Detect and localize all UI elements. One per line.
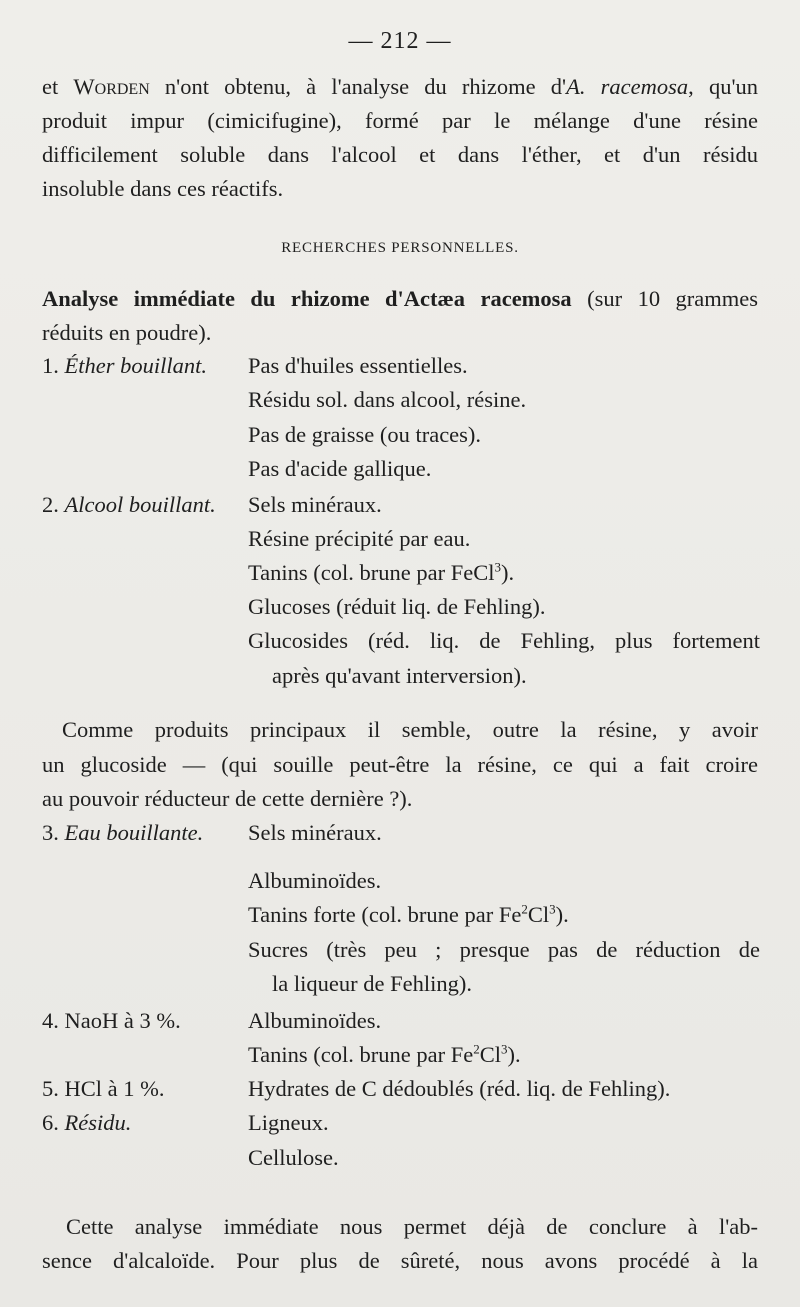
step-5-label: 5. HCl à 1 %. xyxy=(42,1076,165,1101)
comment-line-3: au pouvoir réducteur de cette dernière ?). xyxy=(42,786,413,811)
step-6-item: Ligneux. xyxy=(248,1110,329,1135)
step-3-item-cont: la liqueur de Fehling). xyxy=(272,971,472,996)
step-1-item: Pas d'acide gallique. xyxy=(248,456,432,481)
intro-line-2: produit impur (cimicifugine), formé par le mélange d'une résine xyxy=(42,108,758,133)
step-3-item: Albuminoïdes. xyxy=(248,868,382,893)
step-6-item: Cellulose. xyxy=(248,1145,339,1170)
step-2-item-cont: après qu'avant interversion). xyxy=(272,663,527,688)
step-3-label: 3. Eau bouillante. xyxy=(42,820,204,845)
step-3-item: Sucres (très peu ; presque pas de réduction de xyxy=(248,937,760,962)
step-4-item: Tanins (col. brune par Fe$^2$Cl$^3$). xyxy=(248,1041,521,1067)
page-number: — 212 — xyxy=(348,28,452,54)
step-4-item: Albuminoïdes. xyxy=(248,1008,382,1033)
analysis-title-line-2: réduits en poudre). xyxy=(42,320,212,345)
comment-line-2: un glucoside — (qui souille peut-être la résine, ce qui a fait croire xyxy=(42,752,758,777)
conclusion-line-1: Cette analyse immédiate nous permet déjà de conclure à l'ab- xyxy=(66,1214,758,1239)
conclusion-line-2: sence d'alcaloïde. Pour plus de sûreté, nous avons procédé à la xyxy=(42,1248,758,1273)
species-name: A. racemosa xyxy=(566,74,689,99)
analysis-title: Analyse immédiate du rhizome d'Actæa racemosa (sur 10 grammes xyxy=(42,286,759,311)
author-name: Worden xyxy=(73,74,150,99)
step-5-item: Hydrates de C dédoublés (réd. liq. de Fehling). xyxy=(248,1076,671,1101)
step-3-item: Tanins forte (col. brune par Fe$^2$Cl$^3$). xyxy=(248,901,569,927)
step-2-item: Tanins (col. brune par FeCl$^3$). xyxy=(248,559,515,585)
intro-line-1: et Worden n'ont obtenu, à l'analyse du rhizome d'A. racemosa, qu'un xyxy=(42,74,758,99)
comment-line-1: Comme produits principaux il semble, outre la résine, y avoir xyxy=(62,717,758,742)
step-1-item: Pas de graisse (ou traces). xyxy=(248,422,482,447)
step-3-item: Sels minéraux. xyxy=(248,820,382,845)
step-2-item: Glucosides (réd. liq. de Fehling, plus fortement xyxy=(248,628,760,653)
intro-line-4: insoluble dans ces réactifs. xyxy=(42,176,284,201)
step-2-item: Sels minéraux. xyxy=(248,492,382,517)
step-1-item: Pas d'huiles essentielles. xyxy=(248,353,468,378)
step-1-item: Résidu sol. dans alcool, résine. xyxy=(248,387,527,412)
step-4-label: 4. NaoH à 3 %. xyxy=(42,1008,181,1033)
step-6-label: 6. Résidu. xyxy=(42,1110,132,1135)
step-2-item: Résine précipité par eau. xyxy=(248,526,471,551)
section-heading: RECHERCHES PERSONNELLES. xyxy=(281,240,519,256)
step-2-label: 2. Alcool bouillant. xyxy=(42,492,216,517)
step-1-label: 1. Éther bouillant. xyxy=(42,353,207,378)
intro-line-3: difficilement soluble dans l'alcool et dans l'éther, et d'un résidu xyxy=(42,142,758,167)
step-2-item: Glucoses (réduit liq. de Fehling). xyxy=(248,594,546,619)
